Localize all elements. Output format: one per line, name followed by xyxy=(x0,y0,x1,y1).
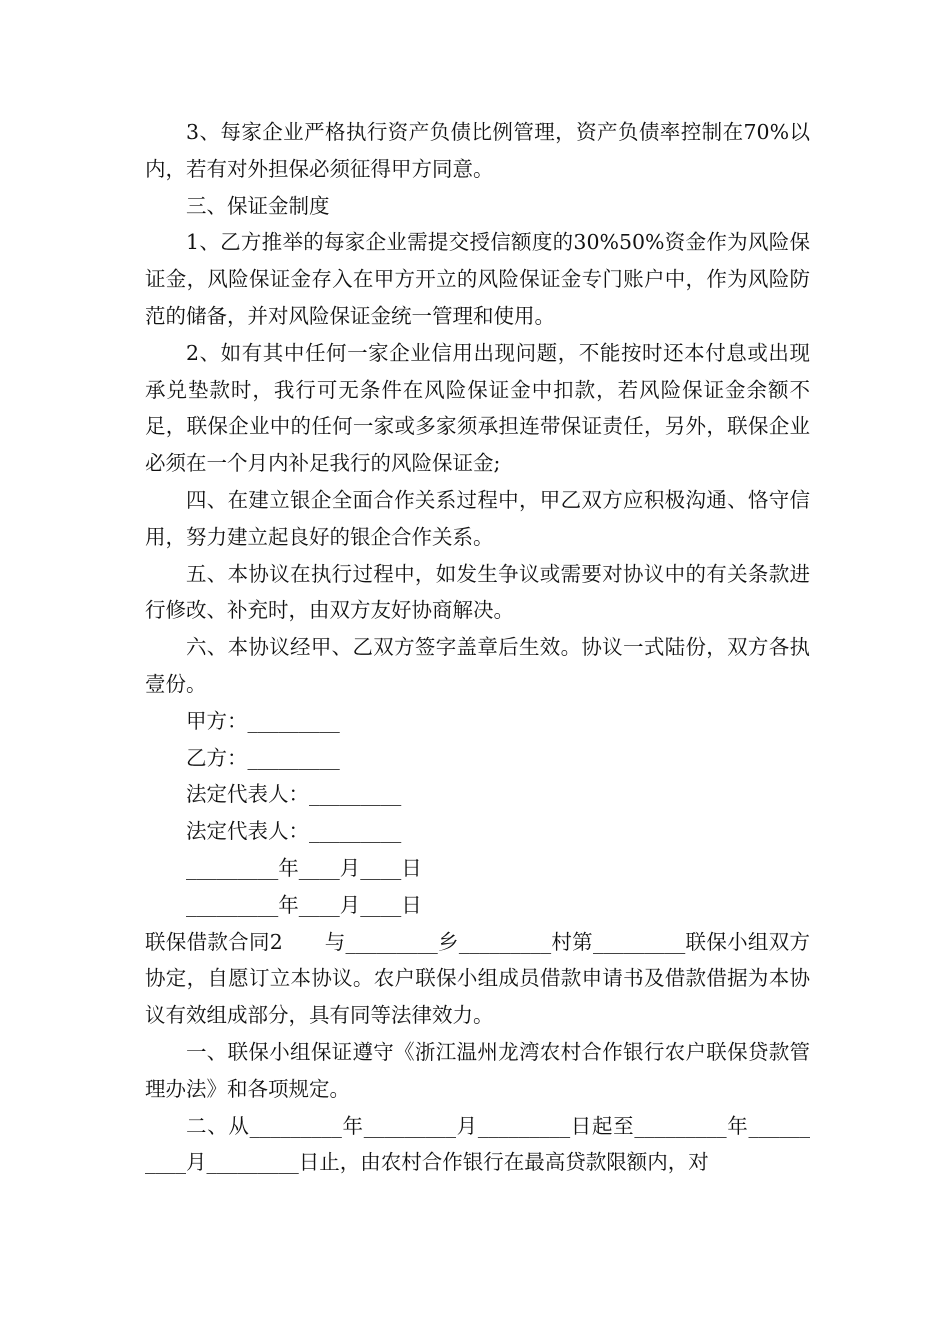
paragraph-effect: 六、本协议经甲、乙双方签字盖章后生效。协议一式陆份，双方各执壹份。 xyxy=(145,635,810,696)
paragraph-cooperation: 四、在建立银企全面合作关系过程中，甲乙双方应积极沟通、恪守信用，努力建立起良好的银企合作关系。 xyxy=(145,487,810,549)
paragraph-asset-liability: 3、每家企业严格执行资产负债比例管理，资产负债率控制在70%以内，若有对外担保必须征得甲方同意。 xyxy=(145,120,810,181)
signature-legal-rep-2: 法定代表人：_________ xyxy=(186,819,402,844)
signature-date-1: _________年____月____日 xyxy=(186,855,422,880)
contract2-clause-1: 一、联保小组保证遵守《浙江温州龙湾农村合作银行农户联保贷款管理办法》和各项规定。 xyxy=(145,1039,810,1101)
paragraph-risk-deposit: 1、乙方推举的每家企业需提交授信额度的30%50%资金作为风险保证金，风险保证金存入在甲方开立的风险保证金专门账户中，作为风险防范的储备，并对风险保证金统一管理和使用。 xyxy=(145,230,810,328)
signature-date-2: _________年____月____日 xyxy=(186,892,422,917)
contract2-intro: 联保借款合同2 与_________乡_________村第_________联保小组双方协定，自愿订立本协议。农户联保小组成员借款申请书及借款借据为本协议有效组成部分，具有同等法律效力。 xyxy=(145,929,810,1028)
heading-deposit-system: 三、保证金制度 xyxy=(186,193,330,218)
signature-party-a: 甲方：_________ xyxy=(186,708,340,733)
signature-party-b: 乙方：_________ xyxy=(186,745,340,770)
contract2-clause-2: 二、从_________年_________月_________日起至_________年__________月_________日止，由农村合作银行在最高贷款限额内，对 xyxy=(145,1113,810,1175)
paragraph-credit-problem: 2、如有其中任何一家企业信用出现问题，不能按时还本付息或出现承兑垫款时，我行可无条件在风险保证金中扣款，若风险保证金余额不足，联保企业中的任何一家或多家须承担连带保证责任，另外，联保企业必须在一个月内补足我行的风险保证金; xyxy=(145,340,810,476)
paragraph-dispute: 五、本协议在执行过程中，如发生争议或需要对协议中的有关条款进行修改、补充时，由双方友好协商解决。 xyxy=(145,561,810,623)
document-body xyxy=(145,114,810,1181)
signature-legal-rep-1: 法定代表人：_________ xyxy=(186,782,402,807)
